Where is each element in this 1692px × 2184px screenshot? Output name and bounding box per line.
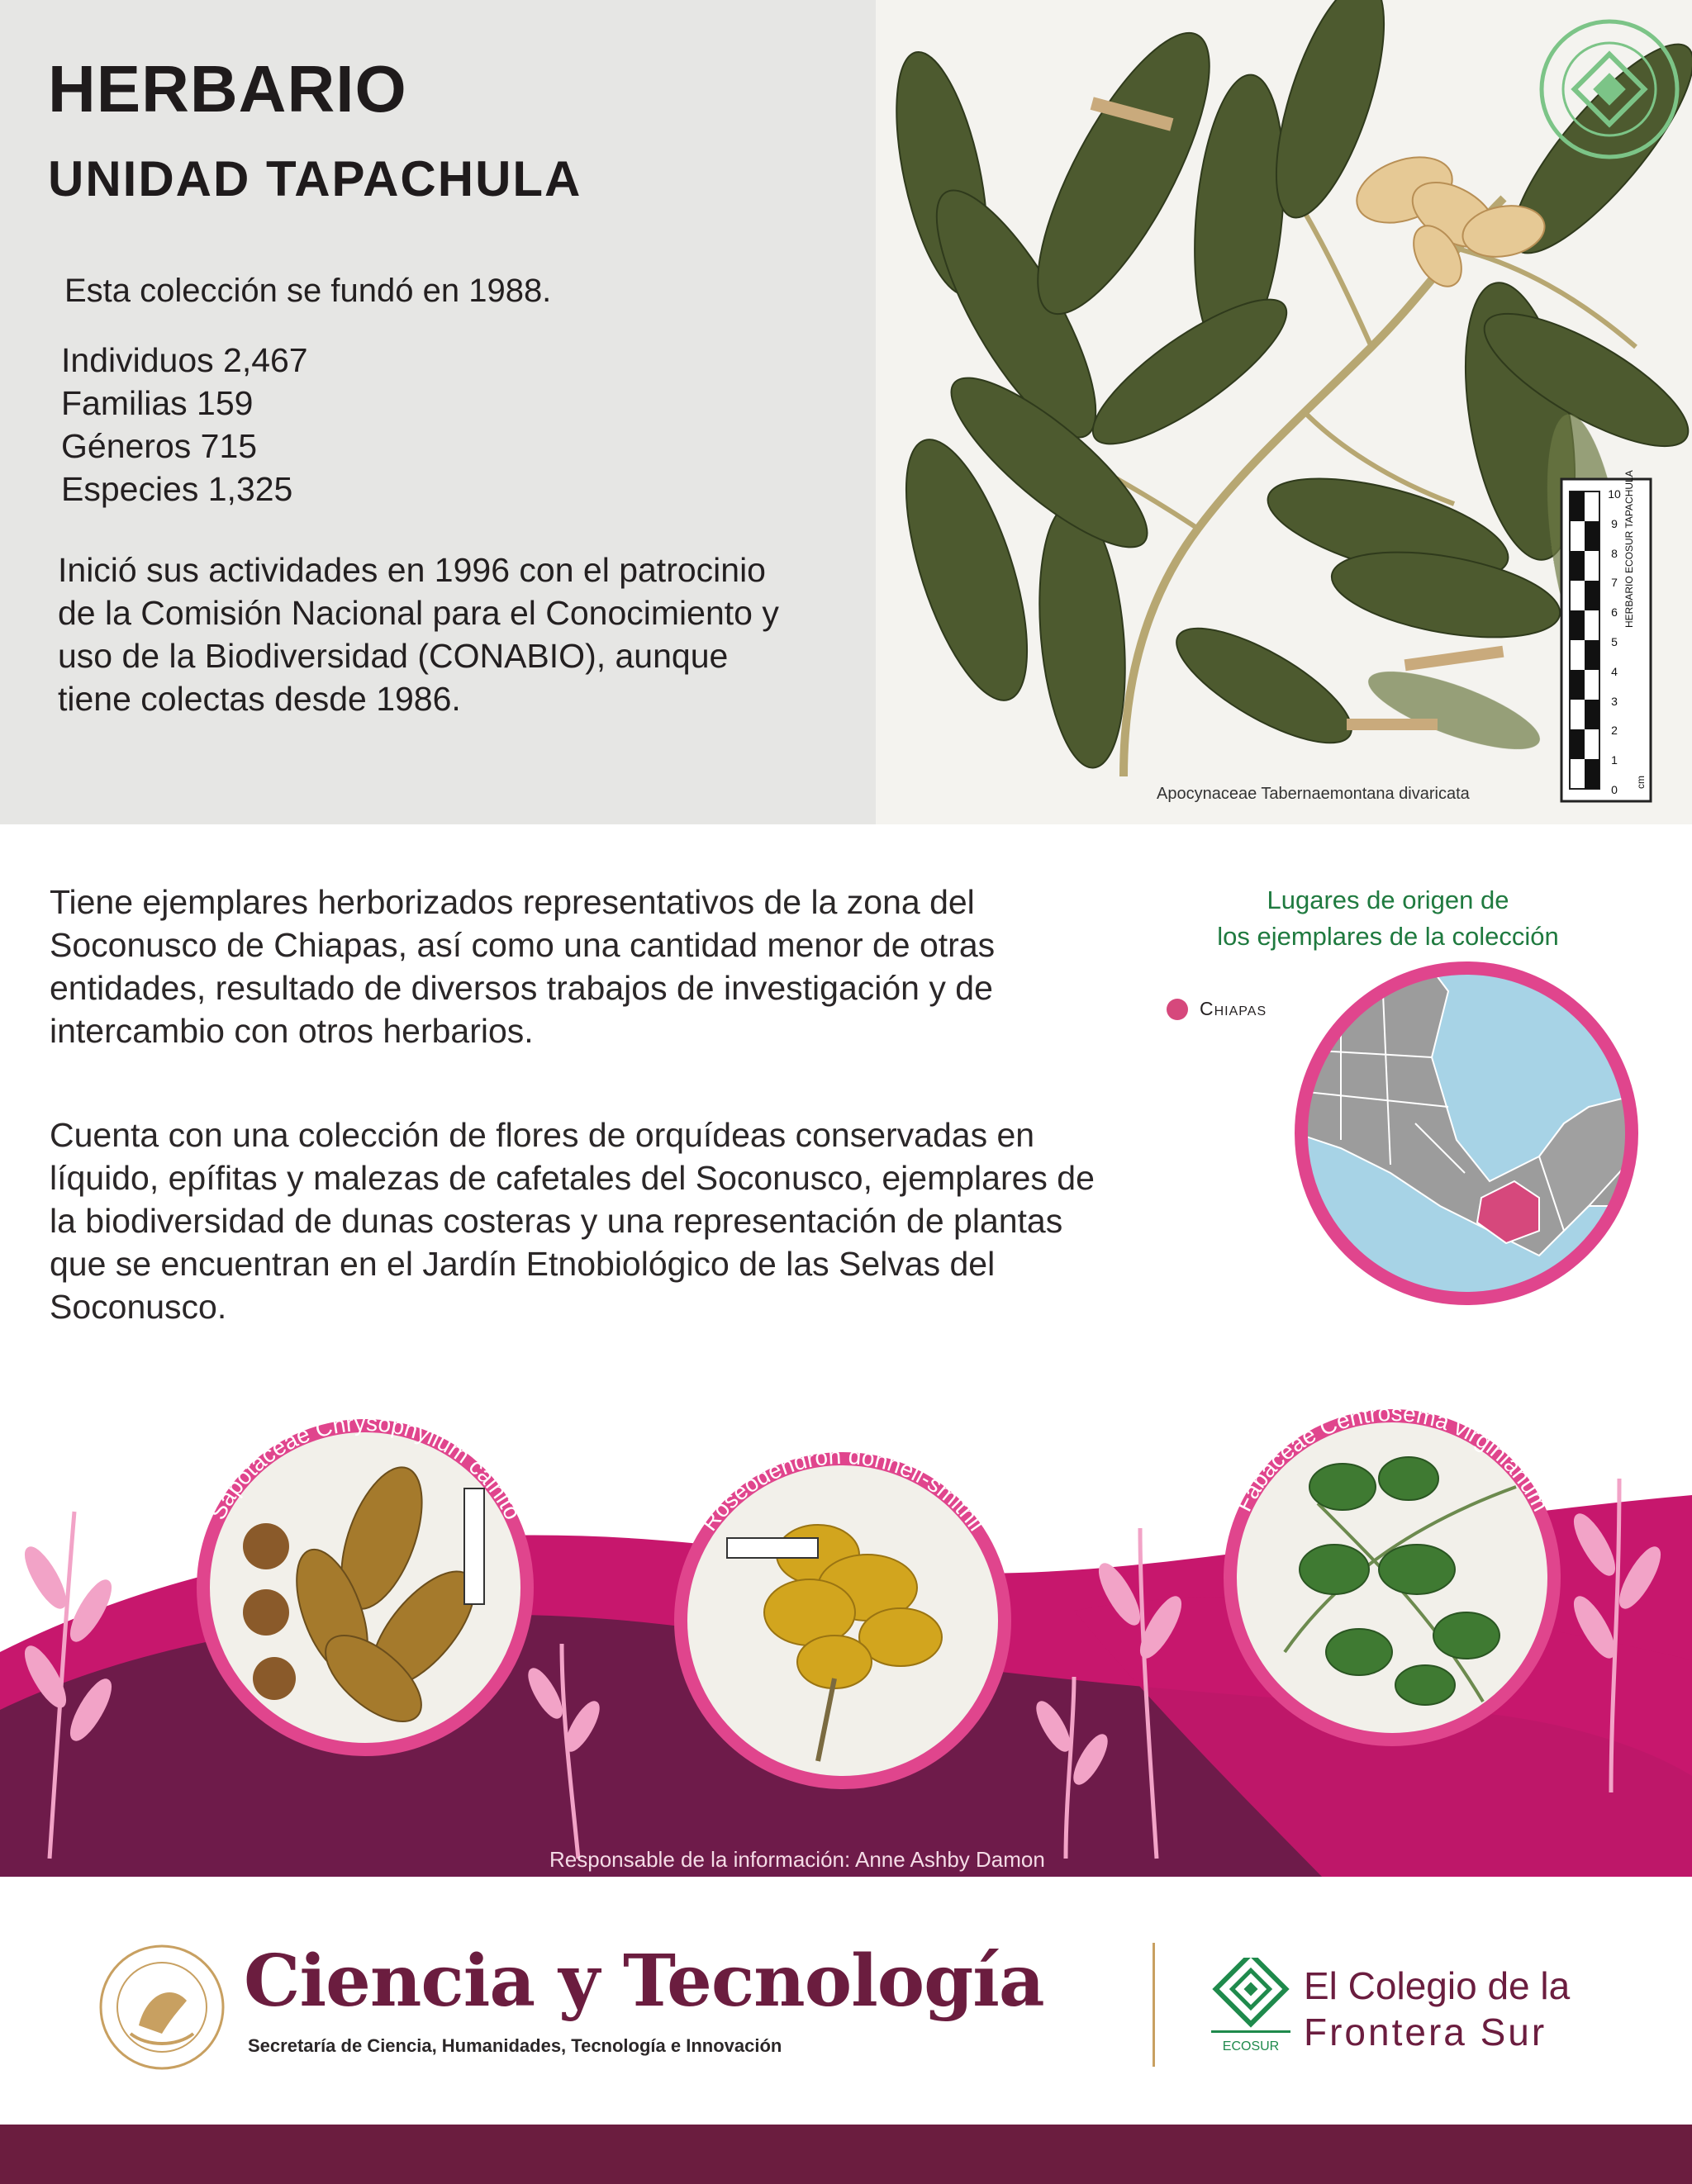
map-title-line: los ejemplares de la colección (1217, 922, 1559, 951)
legend-label: Chiapas (1200, 998, 1267, 1019)
ruler-number: 10 (1608, 487, 1621, 501)
logo-divider (1153, 1943, 1155, 2067)
page-title: HERBARIO (48, 52, 407, 126)
history-text: Inició sus actividades en 1996 con el patrocinio de la Comisión Nacional para el Conocimiento y uso de la Biodiversidad (CONABIO), aunque tiene colectas desde 1986. (58, 551, 779, 718)
ecosur-short: ECOSUR (1222, 2039, 1280, 2053)
ruler-number: 8 (1611, 546, 1618, 560)
ruler-number: 6 (1611, 605, 1618, 620)
ecosur-logo-icon (1208, 1958, 1294, 2057)
credit-text: Responsable de la información: Anne Ashby Damon (549, 1847, 1045, 1872)
ruler-number: 0 (1611, 782, 1618, 796)
mexico-seal-icon (97, 1943, 226, 2072)
brand-title: Ciencia y Tecnología (244, 1939, 1044, 2023)
ruler-unit: cm (1635, 776, 1647, 789)
stat-familias: Familias 159 (61, 384, 254, 422)
main-specimen-photo (876, 0, 1692, 824)
map-title-line: Lugares de origen de (1267, 885, 1509, 914)
ecosur-name-line: El Colegio de la (1304, 1964, 1571, 2007)
ruler-number: 7 (1611, 576, 1618, 590)
ecosur-name-line: Frontera Sur (1304, 2011, 1547, 2053)
specimen-label-paths (0, 1363, 1692, 1693)
stat-especies: Especies 1,325 (61, 470, 293, 508)
main-specimen-caption: Apocynaceae Tabernaemontana divaricata (1157, 785, 1470, 803)
ruler-number: 3 (1611, 694, 1618, 708)
ruler-number: 2 (1611, 724, 1618, 738)
ruler-label: HERBARIO ECOSUR TAPACHULA (1623, 470, 1635, 628)
description-paragraph-2: Cuenta con una colección de flores de orquídeas conservadas en líquido, epífitas y malezas de cafetales del Soconusco, ejemplares de la biodiversidad de dunas costeras y una representación de plantas que se encuentran en el Jardín Etnobiológico de las Selvas del Soconusco. (50, 1116, 1095, 1326)
description-paragraph-1: Tiene ejemplares herborizados representativos de la zona del Soconusco de Chiapas, así como una cantidad menor de otras entidades, resultado de diversos trabajos de investigación y de intercambio con otros herbarios. (50, 883, 996, 1050)
founded-text: Esta colección se fundó en 1988. (64, 273, 552, 309)
origin-map (1291, 958, 1642, 1308)
brand-subtitle: Secretaría de Ciencia, Humanidades, Tecnología e Innovación (248, 2035, 782, 2056)
herbario-stamp (1542, 21, 1677, 157)
ecosur-name (1304, 1963, 1570, 2055)
ruler-number: 1 (1611, 753, 1618, 767)
stats-list (61, 339, 308, 510)
specimen-label-2: Roseodendron donnell-smithii (696, 1442, 990, 1536)
specimen-label-1: Sapotaceae Chrysophyllum cainito (204, 1409, 526, 1524)
tabernaemontana-illustration (876, 0, 1692, 824)
ruler-number: 4 (1611, 664, 1618, 678)
page-subtitle: UNIDAD TAPACHULA (48, 151, 582, 207)
ruler-number: 5 (1611, 634, 1618, 648)
legend-dot-icon (1167, 999, 1188, 1020)
ruler-number: 9 (1611, 516, 1618, 530)
map-legend (1167, 998, 1267, 1020)
specimen-label-3: Fabaceae Centrosema virginianum (1230, 1399, 1554, 1516)
map-title (1157, 882, 1619, 955)
stat-generos: Géneros 715 (61, 427, 258, 465)
stat-individuos: Individuos 2,467 (61, 341, 308, 379)
info-panel (0, 0, 876, 824)
footer-strip (0, 2125, 1692, 2184)
